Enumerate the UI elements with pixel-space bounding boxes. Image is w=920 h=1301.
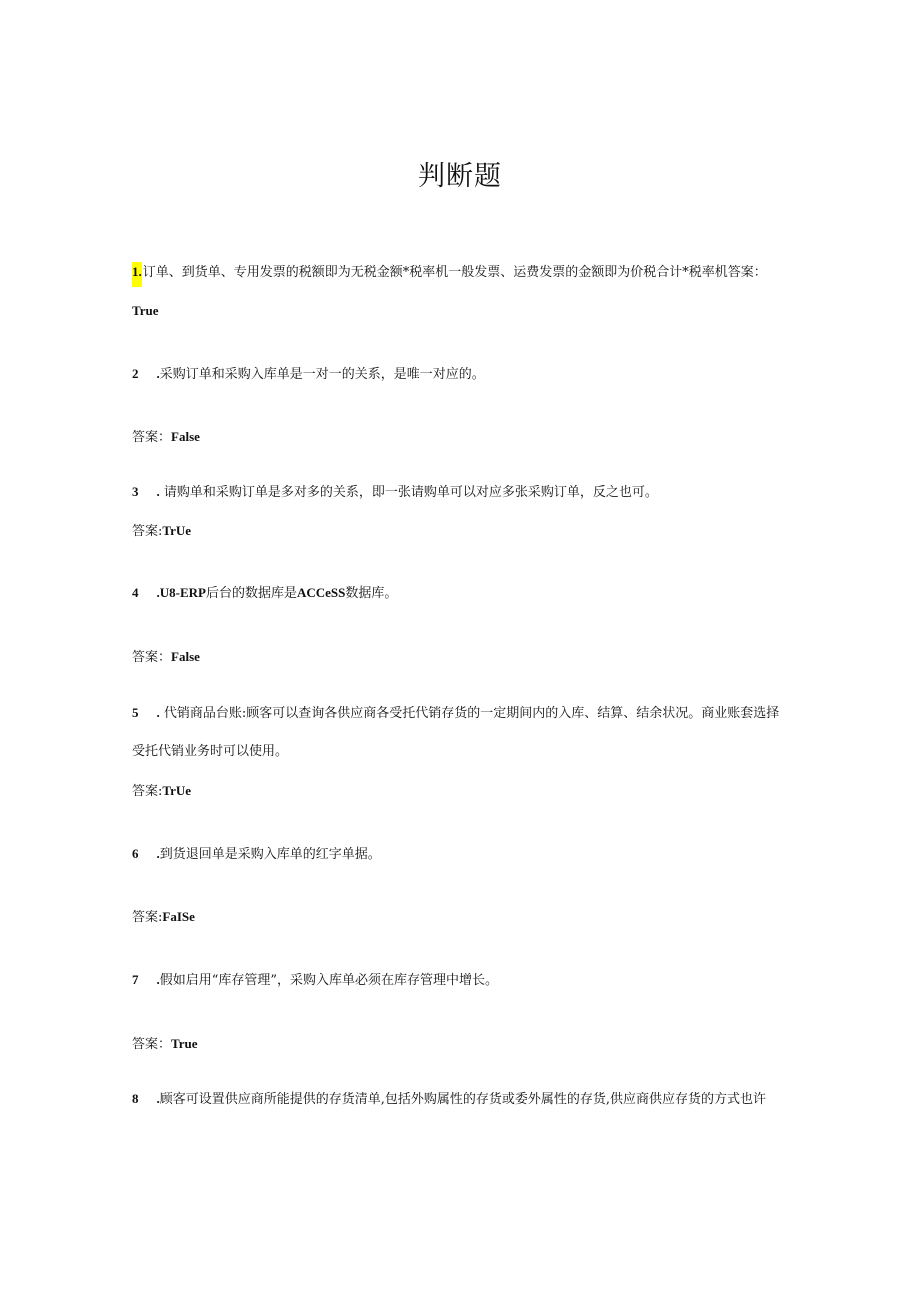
question-code: U8-ERP xyxy=(159,585,206,600)
answer-label: 答案： xyxy=(132,1037,172,1052)
question-text: 代销商品台账:顾客可以查询各供应商各受托代销存货的一定期间内的入库、结算、结余状况。商业账套选择 xyxy=(163,706,780,721)
answer-label: 答案: xyxy=(132,524,163,539)
question-text: 受托代销业务时可以使用。 xyxy=(132,744,289,759)
answer-6 xyxy=(132,908,195,927)
question-dot: . xyxy=(156,846,160,861)
question-number: 7 xyxy=(132,972,139,987)
question-dot: . xyxy=(156,1091,160,1106)
question-6 xyxy=(132,845,381,864)
question-2 xyxy=(132,365,485,384)
question-5 xyxy=(132,704,779,723)
answer-3 xyxy=(132,522,191,541)
question-text: 顾客可设置供应商所能提供的存货清单,包括外购属性的存货或委外属性的存货,供应商供应存货的方式也许 xyxy=(159,1092,767,1107)
question-8 xyxy=(132,1090,766,1109)
answer-value: False xyxy=(171,429,200,444)
page-title: 判断题 xyxy=(418,161,502,192)
question-number: 1. xyxy=(132,262,142,287)
answer-7 xyxy=(132,1035,198,1054)
answer-value: FaISe xyxy=(162,909,195,924)
question-dot: . xyxy=(156,705,160,720)
question-7 xyxy=(132,971,498,990)
answer-value: TrUe xyxy=(162,783,192,798)
question-number: 8 xyxy=(132,1091,139,1106)
answer-label: 答案: xyxy=(132,784,163,799)
question-number: 3 xyxy=(132,484,139,499)
question-number: 6 xyxy=(132,846,139,861)
answer-value: TrUe xyxy=(162,523,192,538)
answer-label: 答案： xyxy=(132,650,172,665)
question-number: 4 xyxy=(132,585,139,600)
answer-value: False xyxy=(171,649,200,664)
answer-2 xyxy=(132,428,200,447)
answer-1 xyxy=(132,302,158,321)
question-text: 到货退回单是采购入库单的红字单据。 xyxy=(159,847,381,862)
question-dot: . xyxy=(156,366,160,381)
answer-4 xyxy=(132,648,200,667)
answer-label: 答案： xyxy=(132,430,172,445)
question-4 xyxy=(132,584,397,603)
question-3 xyxy=(132,483,658,502)
answer-value: True xyxy=(171,1036,198,1051)
question-1 xyxy=(132,263,767,282)
question-number: 5 xyxy=(132,705,139,720)
question-dot: . xyxy=(156,972,160,987)
question-text: 假如启用“库存管理”，采购入库单必须在库存管理中增长。 xyxy=(159,973,499,988)
question-text-end: 数据库。 xyxy=(345,586,398,601)
question-dot: . xyxy=(156,585,160,600)
answer-label: 答案: xyxy=(132,910,163,925)
question-dot: . xyxy=(156,484,160,499)
answer-value: True xyxy=(132,303,159,318)
question-text: 后台的数据库是 xyxy=(205,586,297,601)
answer-5 xyxy=(132,782,191,801)
question-number: 2 xyxy=(132,366,139,381)
question-text: 订单、到货单、专用发票的税额即为无税金额*税率机一般发票、运费发票的金额即为价税合计*税率机答案： xyxy=(142,265,767,280)
question-5-continued xyxy=(132,743,288,761)
question-text: 采购订单和采购入库单是一对一的关系，是唯一对应的。 xyxy=(159,367,485,382)
question-db: ACCeSS xyxy=(296,585,346,600)
question-text: 请购单和采购订单是多对多的关系，即一张请购单可以对应多张采购订单，反之也可。 xyxy=(163,485,658,500)
